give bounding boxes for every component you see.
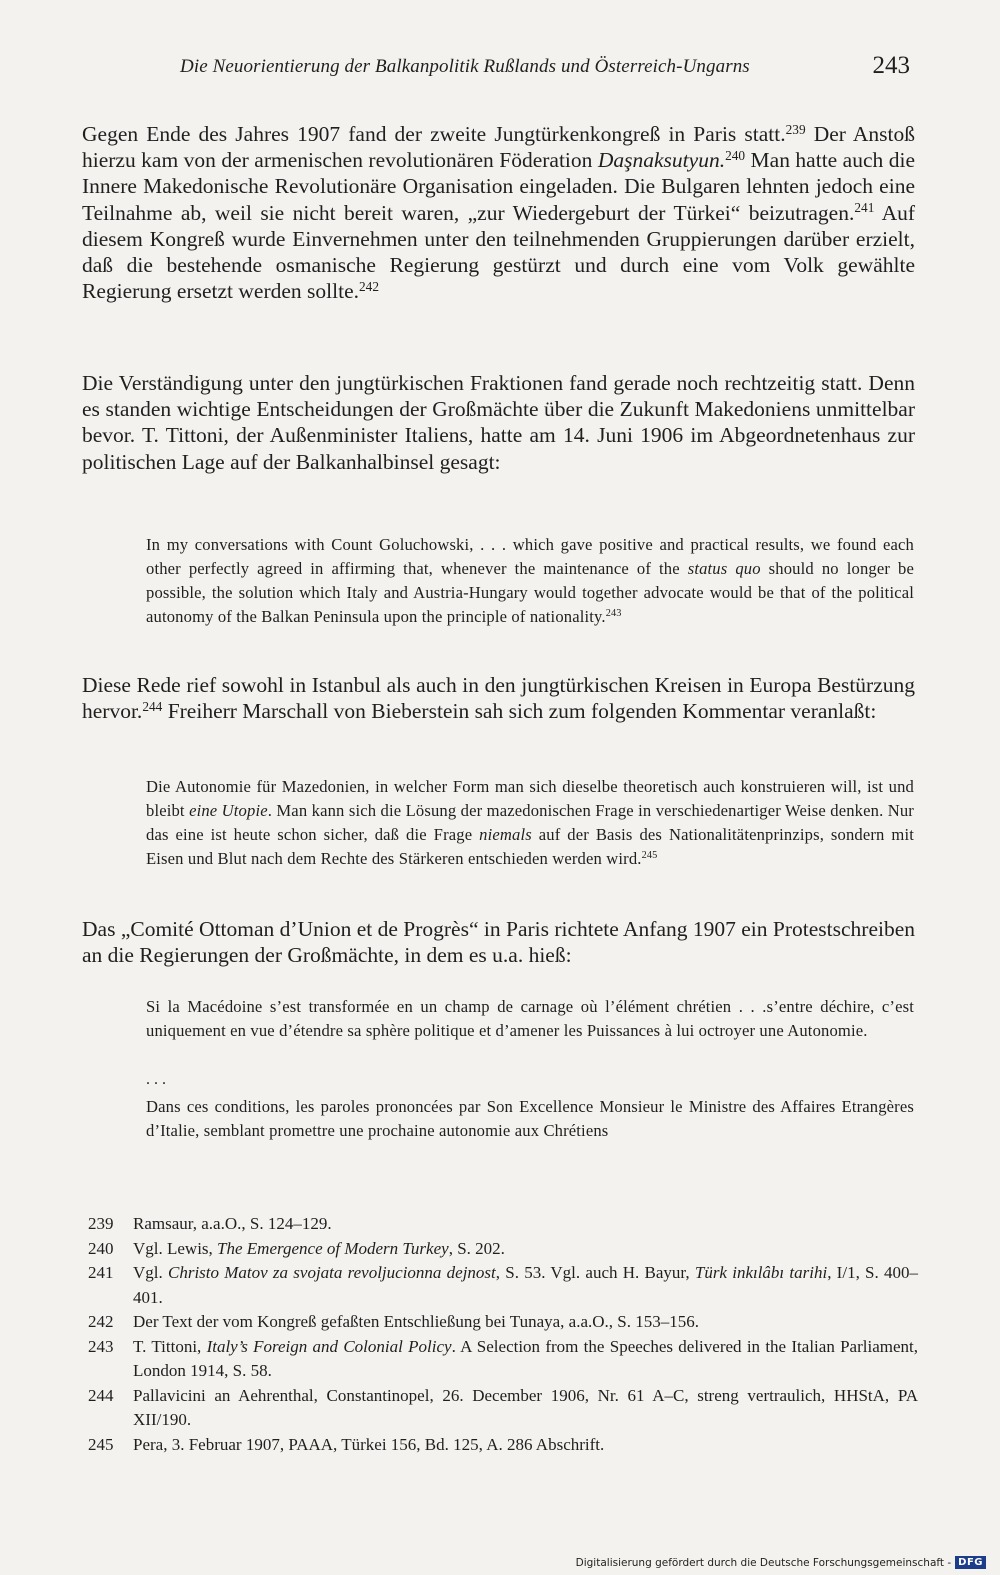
- footnote-ref: 239: [785, 121, 806, 137]
- footnote-item: [88, 1261, 918, 1310]
- footnote-item: [88, 1310, 918, 1335]
- footnote-number: 245: [88, 1434, 114, 1454]
- footnote-item: [88, 1212, 918, 1237]
- footnote-ref: 241: [854, 200, 875, 216]
- text-run: should no longer be possible, the solution which Italy and Austria-Hungary would together advocate would be that of the political autonomy of the Balkan Peninsula upon the principle of nationality.: [146, 559, 914, 626]
- footnote-title: Italy’s Foreign and Colonial Policy: [206, 1336, 452, 1356]
- footnote-ref: 245: [641, 850, 658, 862]
- quote-ellipsis: . . .: [146, 1071, 166, 1088]
- italic-term: niemals: [479, 825, 532, 844]
- running-header: [180, 52, 910, 86]
- quote-tittoni: [146, 533, 914, 629]
- text-run: Der Anstoß hierzu kam von der armenischen revolutionären Föderation: [82, 122, 915, 173]
- funding-text: Digitalisierung gefördert durch die Deutsche Forschungsgemeinschaft -: [575, 1556, 952, 1569]
- italic-term: status quo: [687, 559, 761, 578]
- text-run: auf der Basis des Nationalitätenprinzips, sondern mit Eisen und Blut nach dem Rechte des Stärkeren entschieden werden wird.: [146, 825, 914, 868]
- footnote-number: 242: [88, 1312, 114, 1331]
- footnote-text: T. Tittoni,: [133, 1336, 207, 1356]
- footnote-number: 240: [88, 1238, 114, 1258]
- footnote-item: [88, 1237, 918, 1262]
- italic-term: eine Utopie: [189, 801, 268, 820]
- footnote-ref: 243: [605, 608, 622, 620]
- text-run: Freiherr Marschall von Bieberstein sah sich zum folgenden Kommentar veranlaßt:: [162, 699, 877, 724]
- quote-comite-part1: Si la Macédoine s’est transformée en un champ de carnage où l’élément chrétien . . .s’entre déchire, c’est uniquement en vue d’étendre sa sphère politique et d’amener les Puissances à lui octroyer une Autonomie.: [146, 997, 914, 1040]
- text-run: Diese Rede rief sowohl in Istanbul als auch in den jungtürkischen Kreisen in Europa Bestürzung hervor.: [82, 673, 915, 724]
- footnote-text: Vgl. Lewis,: [133, 1238, 218, 1258]
- dfg-logo[interactable]: DFG: [955, 1556, 986, 1569]
- footnote-title: The Emergence of Modern Turkey: [217, 1238, 449, 1258]
- paragraph-congress: [82, 121, 915, 304]
- text-run: Die Autonomie für Mazedonien, in welcher Form man sich dieselbe theoretisch auch konstruieren will, ist und bleibt: [146, 777, 914, 820]
- footnote-text: Der Text der vom Kongreß gefaßten Entschließung bei Tunaya, a.a.O., S. 153–156.: [133, 1312, 699, 1331]
- paragraph-comite: Das „Comité Ottoman d’Union et de Progrès“ in Paris richtete Anfang 1907 ein Protestschreiben an die Regierungen der Großmächte, in dem es u.a. hieß:: [82, 917, 915, 968]
- footnote-ref: 244: [142, 698, 163, 714]
- footnote-ref: 240: [725, 147, 746, 163]
- text-run: In my conversations with Count Goluchowski, . . . which gave positive and practical results, we found each other perfectly agreed in affirming that, whenever the maintenance of the: [146, 535, 914, 578]
- footnote-text: Ramsaur, a.a.O., S. 124–129.: [133, 1214, 332, 1233]
- text-run: Gegen Ende des Jahres 1907 fand der zweite Jungtürkenkongreß in Paris statt.: [82, 122, 786, 146]
- text-run: . Man kann sich die Lösung der mazedonischen Frage in verschiedenartiger Weise denken. Nur das eine ist heute schon sicher, daß die Frage: [146, 801, 914, 844]
- quote-comite-part2: Dans ces conditions, les paroles prononcées par Son Excellence Monsieur le Ministre des Affaires Etrangères d’Italie, semblant promettre une prochaine autonomie aux Chrétiens: [146, 1097, 914, 1140]
- footnote-text: , I/1, S. 400–401.: [133, 1263, 919, 1307]
- italic-term: Daşnaksutyun.: [597, 148, 726, 173]
- footnote-item: [88, 1335, 918, 1384]
- footnote-text: . A Selection from the Speeches delivered in the Italian Parliament, London 1914, S. 58.: [133, 1336, 919, 1380]
- funding-note: [576, 1556, 986, 1569]
- footnote-number: 239: [88, 1214, 114, 1233]
- footnote-number: 243: [88, 1336, 114, 1356]
- footnote-text: , S. 202.: [448, 1238, 505, 1258]
- text-run: Man hatte auch die Innere Makedonische Revolutionäre Organisation eingeladen. Die Bulgaren lehnten jedoch eine Teilnahme ab, weil sie nicht bereit waren, „zur Wiedergeburt der Türkei“ beizutragen.: [82, 148, 915, 225]
- footnote-text: Vgl.: [133, 1263, 168, 1282]
- footnote-number: 244: [88, 1385, 114, 1405]
- quote-marschall: [146, 775, 914, 871]
- footnote-text: Pera, 3. Februar 1907, PAAA, Türkei 156, Bd. 125, A. 286 Abschrift.: [133, 1434, 605, 1454]
- running-title: Die Neuorientierung der Balkanpolitik Rußlands und Österreich-Ungarns: [180, 56, 750, 77]
- footnote-title: Christo Matov za svojata revoljucionna dejnost: [168, 1263, 496, 1282]
- footnote-item: [88, 1384, 918, 1433]
- footnote-ref: 242: [359, 278, 380, 294]
- footnotes-list: [88, 1212, 918, 1457]
- page-number: 243: [872, 52, 910, 79]
- footnote-text: , S. 53. Vgl. auch H. Bayur,: [495, 1263, 695, 1282]
- footnote-title: Türk inkılâbı tarihi: [694, 1263, 828, 1282]
- text-run: Auf diesem Kongreß wurde Einvernehmen unter den teilnehmenden Gruppierungen darüber erzielt, daß die bestehende osmanische Regierung gestürzt und durch eine vom Volk gewählte Regierung ersetzt werden sollte.: [82, 200, 916, 304]
- footnote-text: Pallavicini an Aehrenthal, Constantinopel, 26. December 1906, Nr. 61 A–C, streng vertraulich, HHStA, PA XII/190.: [133, 1385, 918, 1429]
- footnote-item: [88, 1433, 918, 1458]
- paragraph-reaction: [82, 672, 915, 724]
- footnote-number: 241: [88, 1263, 114, 1282]
- paragraph-agreement: Die Verständigung unter den jungtürkischen Fraktionen fand gerade noch rechtzeitig statt. Denn es standen wichtige Entscheidungen der Großmächte über die Zukunft Makedoniens unmittelbar bevor. T. Tittoni, der Außenminister Italiens, hatte am 14. Juni 1906 im Abgeordnetenhaus zur politischen Lage auf der Balkanhalbinsel gesagt:: [82, 371, 915, 474]
